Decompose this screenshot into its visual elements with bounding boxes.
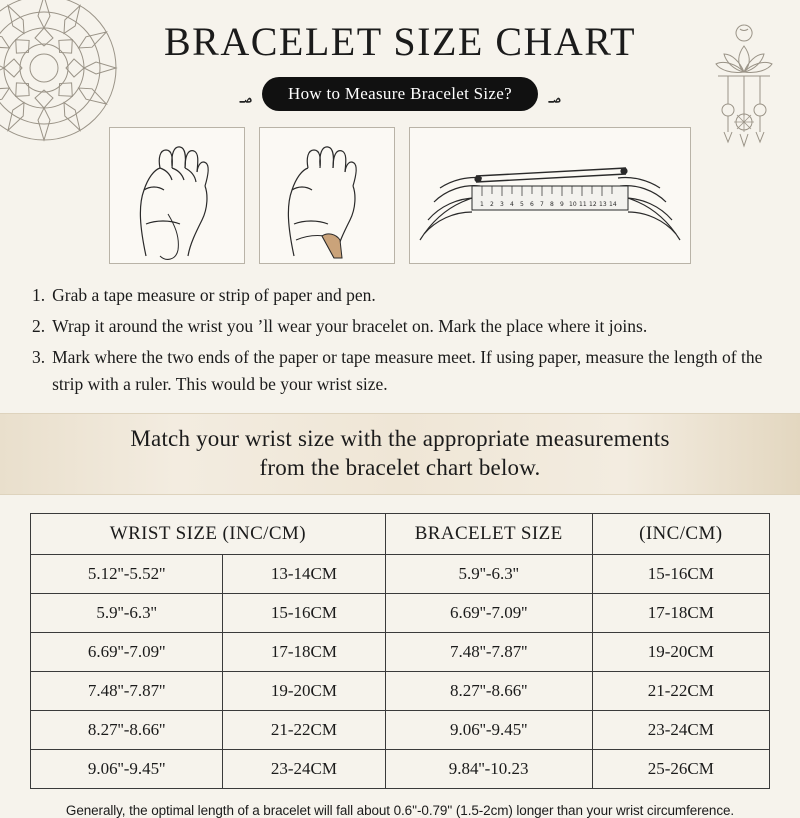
instruction-step [32,344,766,398]
band-line-1: Match your wrist size with the appropriate measurements [130,425,670,451]
step-number: 3. [32,347,46,368]
instruction-step [32,313,766,340]
instruction-steps [0,282,800,399]
svg-text:5: 5 [520,201,524,208]
illustration-row [0,127,800,264]
step-number: 2. [32,316,46,337]
how-to-measure-pill: How to Measure Bracelet Size? [262,77,538,111]
svg-text:13: 13 [599,201,607,208]
svg-text:4: 4 [510,201,514,208]
page-title: BRACELET SIZE CHART [163,19,637,64]
cell-bracelet-cm: 15-16CM [592,555,769,594]
cell-bracelet-cm: 25-26CM [592,750,769,789]
cell-bracelet-inch: 6.69''-7.09'' [385,594,592,633]
svg-text:9: 9 [560,201,564,208]
table-row [31,555,770,594]
cell-bracelet-cm: 17-18CM [592,594,769,633]
table-header-bracelet-units: (INC/CM) [592,514,769,555]
table-row [31,750,770,789]
table-row [31,633,770,672]
cell-wrist-cm: 21-22CM [223,711,386,750]
cell-wrist-inch: 5.12''-5.52'' [31,555,223,594]
cell-wrist-cm: 17-18CM [223,633,386,672]
illustration-measuring-strip-with-ruler [409,127,691,264]
match-instruction-band [0,413,800,496]
table-header-row [31,514,770,555]
table-header-bracelet-size: BRACELET SIZE [385,514,592,555]
cell-bracelet-inch: 7.48''-7.87'' [385,633,592,672]
cell-wrist-cm: 19-20CM [223,672,386,711]
table-row [31,672,770,711]
svg-text:6: 6 [530,201,534,208]
step-number: 1. [32,285,46,305]
flourish-left-icon: ؃ [239,81,253,106]
svg-text:3: 3 [500,201,504,208]
svg-text:10: 10 [569,201,577,208]
svg-text:14: 14 [609,201,617,208]
step-text: Mark where the two ends of the paper or tape measure meet. If using paper, measure the length of the strip with a ruler. This would be your wrist size. [52,347,763,395]
step-text: Wrap it around the wrist you ’ll wear your bracelet on. Mark the place where it joins. [52,316,648,337]
svg-text:8: 8 [550,201,554,208]
cell-wrist-inch: 9.06''-9.45'' [31,750,223,789]
cell-bracelet-cm: 21-22CM [592,672,769,711]
svg-text:7: 7 [540,201,544,208]
flourish-right-icon: ؃ [547,81,561,106]
cell-bracelet-inch: 5.9''-6.3'' [385,555,592,594]
svg-text:11: 11 [579,201,587,208]
cell-bracelet-inch: 8.27''-8.66'' [385,672,592,711]
cell-bracelet-cm: 19-20CM [592,633,769,672]
table-header-wrist-size: WRIST SIZE (INC/CM) [31,514,386,555]
cell-wrist-cm: 13-14CM [223,555,386,594]
svg-text:1: 1 [480,201,484,208]
subtitle-row [0,77,800,111]
size-chart-table [30,513,770,789]
band-line-2: from the bracelet chart below. [259,454,541,480]
cell-wrist-cm: 15-16CM [223,594,386,633]
cell-wrist-inch: 5.9''-6.3'' [31,594,223,633]
footnote-text: Generally, the optimal length of a bracelet will fall about 0.6''-0.79'' (1.5-2cm) longer than your wrist circumference. [65,803,735,818]
svg-text:12: 12 [589,201,597,208]
cell-bracelet-inch: 9.06''-9.45'' [385,711,592,750]
step-text: Grab a tape measure or strip of paper and pen. [52,285,376,305]
illustration-hand-with-tape-measure [109,127,245,264]
cell-wrist-inch: 6.69''-7.09'' [31,633,223,672]
cell-bracelet-cm: 23-24CM [592,711,769,750]
table-row [31,711,770,750]
table-row [31,594,770,633]
cell-wrist-cm: 23-24CM [223,750,386,789]
cell-wrist-inch: 8.27''-8.66'' [31,711,223,750]
svg-text:2: 2 [490,201,494,208]
cell-wrist-inch: 7.48''-7.87'' [31,672,223,711]
instruction-step [32,282,766,309]
cell-bracelet-inch: 9.84''-10.23 [385,750,592,789]
illustration-hand-wrapping-strip [259,127,395,264]
